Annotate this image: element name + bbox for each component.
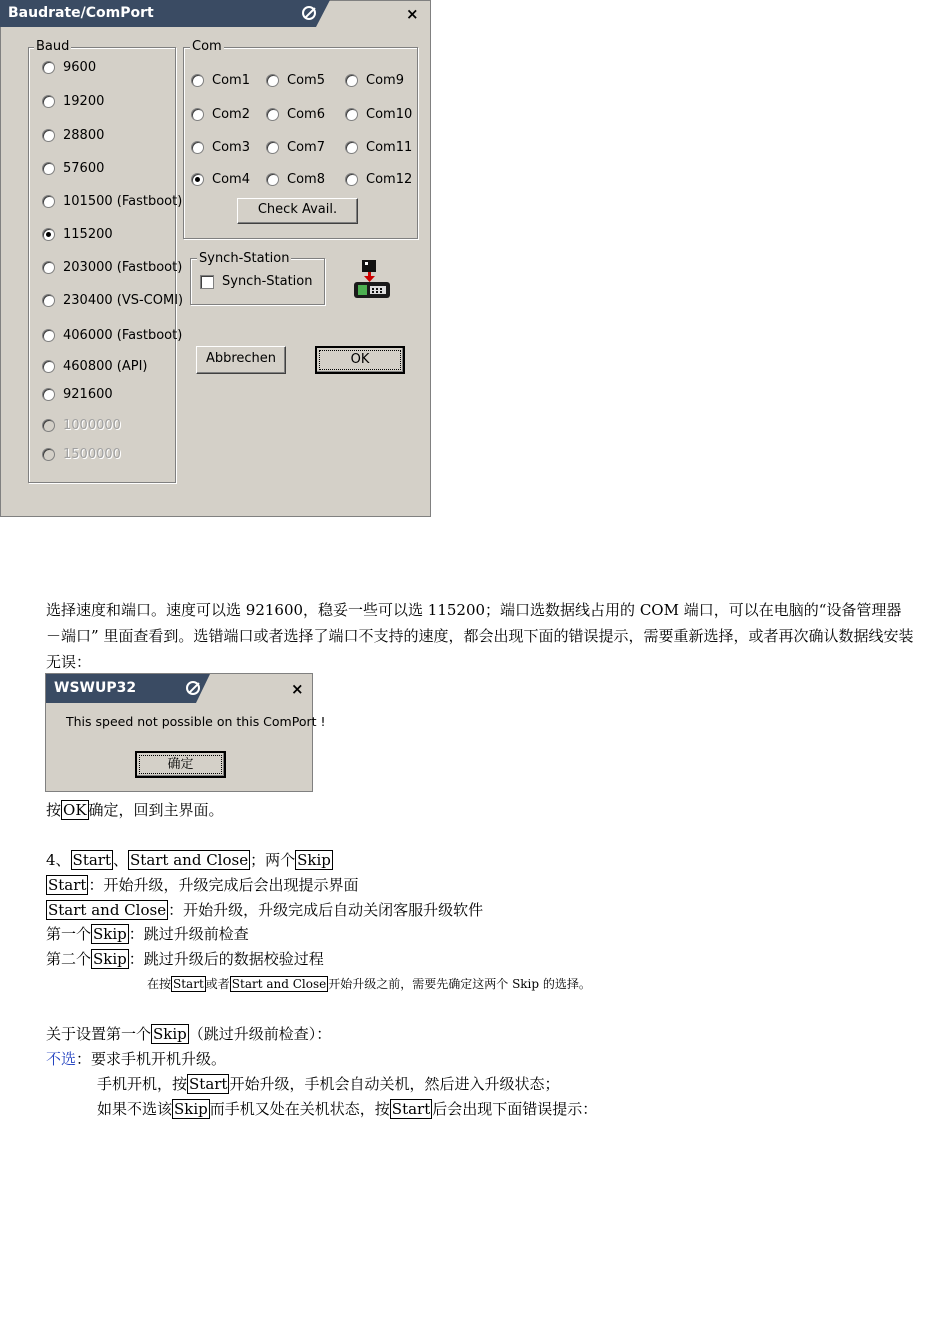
radio-button[interactable] bbox=[191, 141, 204, 154]
radio-button[interactable] bbox=[42, 329, 55, 342]
error-dialog bbox=[45, 673, 326, 792]
not-selected-text: ：要求手机开机升级。 bbox=[76, 1050, 227, 1068]
baud-option-label: 230400 (VS-COMI) bbox=[63, 293, 184, 308]
skip-button-ref: Skip bbox=[174, 1100, 208, 1118]
baud-option-label: 203000 (Fastboot) bbox=[63, 260, 183, 275]
com-option[interactable] bbox=[191, 140, 250, 155]
radio-button bbox=[42, 419, 55, 432]
skip1-description bbox=[46, 923, 249, 944]
phone-off-line bbox=[97, 1098, 597, 1119]
ok-post: 确定，回到主界面。 bbox=[88, 801, 224, 819]
baud-option[interactable] bbox=[42, 194, 182, 209]
skip2-pre: 第二个 bbox=[46, 950, 92, 968]
skip-button-ref: Skip bbox=[93, 950, 127, 968]
synch-station-checkbox-label: Synch-Station bbox=[222, 274, 313, 289]
baud-option[interactable] bbox=[42, 128, 104, 143]
baud-option[interactable] bbox=[42, 359, 147, 374]
ok-pre: 按 bbox=[46, 801, 62, 819]
radio-button[interactable] bbox=[345, 141, 358, 154]
radio-button[interactable] bbox=[266, 108, 279, 121]
skip2-description bbox=[46, 948, 324, 969]
synch-station-group-label: Synch-Station bbox=[199, 251, 290, 266]
note-mid: 或者 bbox=[205, 977, 230, 991]
radio-button[interactable] bbox=[191, 108, 204, 121]
skip1-text: ：跳过升级前检查 bbox=[128, 925, 249, 943]
baud-option bbox=[42, 447, 121, 462]
radio-button[interactable] bbox=[42, 294, 55, 307]
about-post: （跳过升级前检查）： bbox=[188, 1025, 332, 1043]
skip-button-ref: Skip bbox=[93, 925, 127, 943]
confirm-button-label: 确定 bbox=[139, 755, 222, 774]
skip-button-ref: Skip bbox=[297, 851, 331, 869]
start-button-ref: Start bbox=[72, 851, 111, 869]
baud-option-label: 1000000 bbox=[63, 418, 121, 433]
skip2-text: ：跳过升级后的数据校验过程 bbox=[128, 950, 324, 968]
com-option-label: Com6 bbox=[287, 107, 325, 122]
radio-button[interactable] bbox=[266, 173, 279, 186]
about-pre: 关于设置第一个 bbox=[46, 1025, 152, 1043]
baud-option-label: 101500 (Fastboot) bbox=[63, 194, 183, 209]
start-and-close-button-ref: Start and Close bbox=[231, 977, 327, 991]
com-option[interactable] bbox=[345, 73, 404, 88]
baud-option bbox=[42, 418, 121, 433]
baud-option-label: 1500000 bbox=[63, 447, 121, 462]
radio-button[interactable] bbox=[42, 95, 55, 108]
com-option-label: Com10 bbox=[366, 107, 413, 122]
radio-button[interactable] bbox=[42, 228, 55, 241]
close-icon[interactable]: × bbox=[291, 680, 304, 698]
baud-option[interactable] bbox=[42, 328, 182, 343]
phone-on-line bbox=[97, 1073, 559, 1094]
baud-option-label: 19200 bbox=[63, 94, 105, 109]
com-option-label: Com8 bbox=[287, 172, 325, 187]
radio-button[interactable] bbox=[42, 162, 55, 175]
com-option[interactable] bbox=[266, 140, 325, 155]
baud-option[interactable] bbox=[42, 161, 104, 176]
pin-icon[interactable] bbox=[186, 681, 200, 695]
baud-option-label: 28800 bbox=[63, 128, 105, 143]
start-button-ref: Start bbox=[189, 1075, 228, 1093]
baud-option[interactable] bbox=[42, 94, 104, 109]
dialog-title: Baudrate/ComPort bbox=[0, 0, 316, 27]
start-description bbox=[46, 874, 358, 895]
com-option-label: Com1 bbox=[212, 73, 250, 88]
checkbox-box[interactable] bbox=[200, 275, 214, 289]
separator: 、 bbox=[113, 851, 129, 869]
start-and-close-button-ref: Start and Close bbox=[48, 901, 167, 919]
com-option[interactable] bbox=[266, 172, 325, 187]
baud-option-label: 406000 (Fastboot) bbox=[63, 328, 183, 343]
radio-button[interactable] bbox=[191, 74, 204, 87]
ok-instruction bbox=[46, 799, 224, 820]
line-b-pre: 如果不选该 bbox=[97, 1100, 173, 1118]
skip-button-ref: Skip bbox=[153, 1025, 187, 1043]
baud-option-label: 460800 (API) bbox=[63, 359, 148, 374]
title-tab-edge bbox=[316, 0, 330, 27]
start-and-close-description bbox=[46, 899, 483, 920]
line-b-post: 后会出现下面错误提示： bbox=[432, 1100, 598, 1118]
ok-button-label: OK bbox=[319, 350, 401, 370]
radio-button[interactable] bbox=[345, 74, 358, 87]
cancel-button[interactable]: Abbrechen bbox=[196, 346, 286, 374]
com-option[interactable] bbox=[191, 107, 250, 122]
line-b-mid: 而手机又处在关机状态，按 bbox=[209, 1100, 390, 1118]
start-button-ref: Start bbox=[48, 876, 87, 894]
error-message: This speed not possible on this ComPort ! bbox=[66, 714, 326, 729]
start-and-close-button-ref: Start and Close bbox=[130, 851, 249, 869]
radio-button[interactable] bbox=[42, 129, 55, 142]
baud-option-label: 9600 bbox=[63, 60, 97, 75]
baud-option[interactable] bbox=[42, 227, 113, 242]
com-option[interactable] bbox=[266, 107, 325, 122]
confirm-button[interactable] bbox=[135, 751, 226, 778]
baud-option[interactable] bbox=[42, 387, 113, 402]
ok-button-ref: OK bbox=[63, 801, 87, 819]
radio-button[interactable] bbox=[42, 360, 55, 373]
radio-button[interactable] bbox=[42, 388, 55, 401]
start-button-ref: Start bbox=[391, 1100, 431, 1118]
com-option[interactable] bbox=[191, 73, 250, 88]
radio-button[interactable] bbox=[42, 195, 55, 208]
pin-icon[interactable] bbox=[302, 6, 316, 20]
note-pre: 在按 bbox=[147, 977, 172, 991]
com-option[interactable] bbox=[345, 107, 412, 122]
error-dialog-title: WSWUP32 bbox=[46, 674, 196, 703]
com-option[interactable] bbox=[266, 73, 325, 88]
close-icon[interactable]: × bbox=[406, 5, 419, 23]
item-4 bbox=[46, 849, 333, 870]
note-line bbox=[147, 975, 591, 992]
com-option-label: Com11 bbox=[366, 140, 413, 155]
radio-button[interactable] bbox=[42, 61, 55, 74]
com-option-label: Com7 bbox=[287, 140, 325, 155]
radio-button bbox=[42, 448, 55, 461]
com-option[interactable] bbox=[345, 172, 412, 187]
note-post: 开始升级之前，需要先确定这两个 Skip 的选择。 bbox=[328, 977, 591, 991]
com-option-label: Com4 bbox=[212, 172, 250, 187]
not-selected-line bbox=[46, 1048, 226, 1069]
line-a-pre: 手机开机，按 bbox=[97, 1075, 188, 1093]
start-button-ref: Start bbox=[173, 977, 204, 991]
baud-option-label: 921600 bbox=[63, 387, 113, 402]
synch-station-checkbox[interactable] bbox=[200, 274, 312, 289]
about-skip1 bbox=[46, 1023, 331, 1044]
line-a-post: 开始升级，手机会自动关机，然后进入升级状态； bbox=[229, 1075, 560, 1093]
radio-button[interactable] bbox=[345, 108, 358, 121]
com-option-label: Com2 bbox=[212, 107, 250, 122]
radio-button[interactable] bbox=[266, 74, 279, 87]
start-and-close-description-text: ：开始升级，升级完成后自动关闭客服升级软件 bbox=[168, 901, 484, 919]
baud-option[interactable] bbox=[42, 293, 183, 308]
skip1-pre: 第一个 bbox=[46, 925, 92, 943]
baud-group-label: Baud bbox=[36, 39, 70, 54]
baud-option-label: 57600 bbox=[63, 161, 105, 176]
intro-paragraph: 选择速度和端口。速度可以选 921600，稳妥一些可以选 115200；端口选数据线占用的 COM 端口，可以在电脑的“设备管理器－端口” 里面查看到。选错端口或者选择了端口不支持的速度，都会出现下面的错误提示，需要重新选择，或者再次确认数据线安装无误： bbox=[46, 601, 914, 671]
baud-option-label: 115200 bbox=[63, 227, 113, 242]
item-4-number: 4、 bbox=[46, 851, 71, 869]
com-option-label: Com12 bbox=[366, 172, 413, 187]
not-selected-label: 不选 bbox=[46, 1050, 77, 1068]
com-option-label: Com3 bbox=[212, 140, 250, 155]
radio-button[interactable] bbox=[42, 261, 55, 274]
baud-option[interactable] bbox=[42, 260, 182, 275]
com-option[interactable] bbox=[345, 140, 412, 155]
com-option-label: Com5 bbox=[287, 73, 325, 88]
separator-text: ；两个 bbox=[250, 851, 296, 869]
radio-button[interactable] bbox=[345, 173, 358, 186]
baud-option[interactable] bbox=[42, 60, 96, 75]
start-description-text: ：开始升级，升级完成后会出现提示界面 bbox=[88, 876, 359, 894]
com-option[interactable] bbox=[191, 172, 250, 187]
com-option-label: Com9 bbox=[366, 73, 404, 88]
ok-button[interactable] bbox=[315, 346, 405, 374]
com-group-label: Com bbox=[192, 39, 222, 54]
check-avail-button[interactable]: Check Avail. bbox=[237, 198, 358, 224]
radio-button[interactable] bbox=[191, 173, 204, 186]
phone-station-icon bbox=[350, 258, 394, 306]
radio-button[interactable] bbox=[266, 141, 279, 154]
baudrate-comport-dialog bbox=[0, 0, 431, 517]
